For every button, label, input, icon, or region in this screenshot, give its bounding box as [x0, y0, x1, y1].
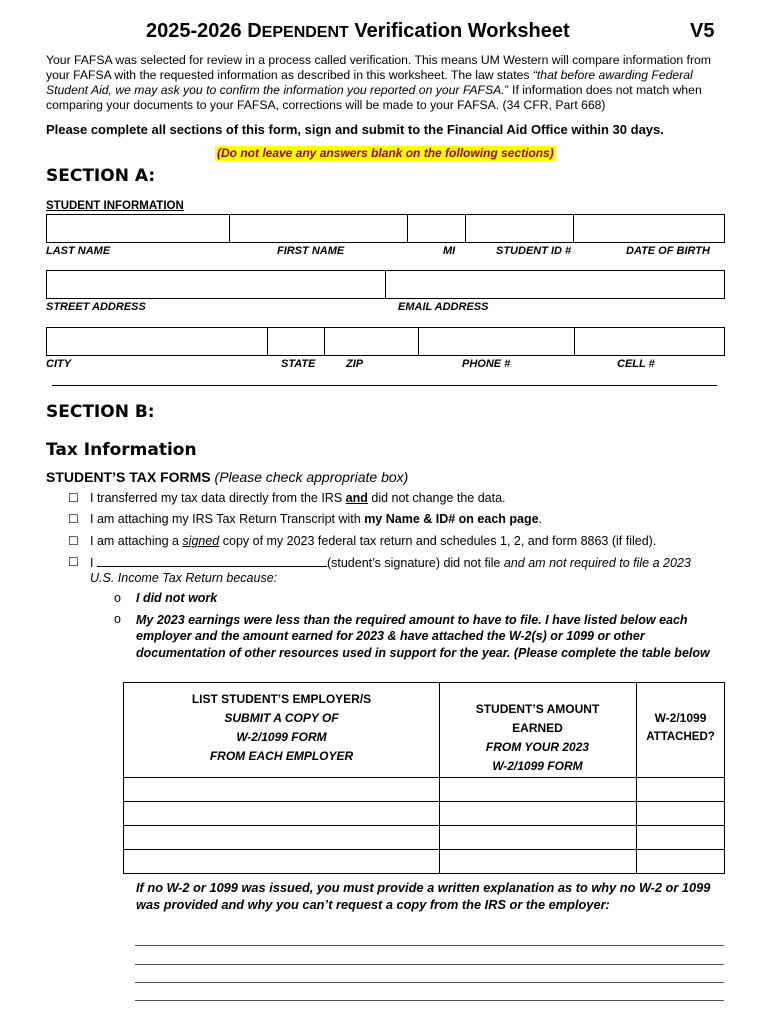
label-state: STATE — [281, 358, 316, 370]
label-mi: MI — [443, 245, 456, 257]
section-divider — [52, 385, 717, 386]
table-header-employer — [124, 690, 439, 766]
tax-forms-title — [46, 469, 408, 485]
checkbox-transcript[interactable]: ☐ — [68, 512, 79, 526]
checkbox-irs-transfer[interactable]: ☐ — [68, 491, 79, 505]
option-not-filed — [90, 555, 691, 570]
opt4-text-a: I — [90, 556, 97, 570]
amount-header-line3: FROM YOUR 2023 — [485, 740, 590, 754]
explanation-prompt: If no W-2 or 1099 was issued, you must provide a written explanation as to why no W-2 or 1099 was provided and why you can’t request a copy from the IRS or the employer: — [136, 880, 711, 912]
option-transcript — [90, 512, 542, 526]
opt4-text-d: U.S. Income Tax Return because: — [90, 571, 278, 585]
employer-header-line3: W-2/1099 FORM — [236, 730, 327, 744]
sub-bullet-2: o — [114, 612, 121, 626]
opt3-text-a: I am attaching a — [90, 534, 183, 548]
email-address-field[interactable] — [385, 270, 725, 299]
label-dob: DATE OF BIRTH — [626, 245, 710, 257]
label-phone: PHONE # — [462, 358, 511, 370]
table-row-divider — [124, 801, 724, 802]
intro-quote: “that before awarding Federal Student Aid, we may ask you to confirm the information you reported on your FAFSA. — [46, 68, 693, 97]
opt4-text-b: (student’s signature) did not file — [326, 556, 504, 570]
title-rest: Verification Worksheet — [354, 20, 570, 42]
label-last-name: LAST NAME — [46, 245, 111, 257]
table-header-divider — [124, 777, 724, 778]
amount-header-line2: EARNED — [512, 721, 563, 735]
section-a-heading: SECTION A: — [46, 166, 156, 186]
explanation-line[interactable] — [135, 945, 724, 946]
opt4-text-c: and am not required to file a 2023 — [503, 556, 691, 570]
label-email-address: EMAIL ADDRESS — [398, 301, 489, 313]
table-header-attached — [636, 709, 725, 747]
last-name-field[interactable] — [46, 214, 230, 243]
amount-header-line1: STUDENT’S AMOUNT — [475, 702, 600, 716]
title-dependent-initial: D — [247, 20, 262, 42]
street-address-field[interactable] — [46, 270, 386, 299]
intro-part2: ” If information does not match when comparing your documents to your FAFSA, corrections will be made to your FAFSA. (34 CFR, Part 668) — [46, 83, 702, 112]
option-tax-return — [90, 534, 656, 548]
first-name-field[interactable] — [229, 214, 408, 243]
opt2-text-b: my Name & ID# on each page — [364, 512, 539, 526]
amount-header-line4: W-2/1099 FORM — [492, 759, 583, 773]
zip-field[interactable] — [324, 327, 419, 356]
phone-field[interactable] — [418, 327, 575, 356]
cell-field[interactable] — [574, 327, 725, 356]
tax-info-heading: Tax Information — [46, 440, 197, 460]
city-field[interactable] — [46, 327, 268, 356]
version-label: V5 — [690, 20, 715, 42]
label-street-address: STREET ADDRESS — [46, 301, 146, 313]
sub-option-earnings: My 2023 earnings were less than the required amount to have to file. I have listed below each employer and the amount earned for 2023 & have attached the W-2(s) or 1099 or other documentation of other resources used in support for the year. (Please complete the table below — [136, 613, 710, 660]
opt1-text-c: did not change the data. — [367, 491, 506, 505]
page-title — [0, 20, 770, 46]
label-first-name: FIRST NAME — [277, 245, 345, 257]
opt2-text-c: . — [538, 512, 543, 526]
table-header-amount — [439, 700, 636, 776]
dob-field[interactable] — [573, 214, 725, 243]
title-text — [146, 20, 570, 43]
attached-header-line1: W-2/1099 — [654, 711, 707, 725]
mi-field[interactable] — [407, 214, 466, 243]
instruction-text: Please complete all sections of this form, sign and submit to the Financial Aid Office within 30 days. — [46, 122, 664, 137]
title-year: 2025-2026 — [146, 20, 242, 42]
employer-header-line1: LIST STUDENT’S EMPLOYER/S — [191, 692, 372, 706]
label-zip: ZIP — [346, 358, 364, 370]
employer-header-line4: FROM EACH EMPLOYER — [209, 749, 354, 763]
intro-paragraph — [46, 53, 726, 113]
title-dependent-rest: EPENDENT — [261, 24, 349, 41]
section-b-heading: SECTION B: — [46, 402, 155, 422]
explanation-line[interactable] — [135, 982, 724, 983]
opt3-text-b: signed — [182, 534, 220, 548]
state-field[interactable] — [267, 327, 325, 356]
employer-table — [123, 682, 725, 874]
attached-header-line2: ATTACHED? — [646, 731, 715, 743]
highlight-note: (Do not leave any answers blank on the following sections) — [217, 146, 554, 160]
checkbox-tax-return[interactable]: ☐ — [68, 534, 79, 548]
tax-forms-title-text: STUDENT’S TAX FORMS — [46, 469, 211, 485]
signature-line[interactable] — [97, 555, 327, 567]
checkbox-not-filed[interactable]: ☐ — [68, 555, 79, 569]
label-city: CITY — [46, 358, 72, 370]
opt1-text-b: and — [345, 491, 368, 505]
sub-bullet-1: o — [114, 591, 121, 605]
explanation-line[interactable] — [135, 964, 724, 965]
tax-forms-note: (Please check appropriate box) — [214, 469, 409, 485]
opt3-text-c: copy of my 2023 federal tax return and schedules 1, 2, and form 8863 (if filed). — [219, 534, 657, 548]
student-info-heading: STUDENT INFORMATION — [46, 200, 184, 212]
label-cell: CELL # — [617, 358, 655, 370]
option-irs-transfer — [90, 491, 506, 505]
student-id-field[interactable] — [465, 214, 574, 243]
sub-option-no-work: I did not work — [136, 591, 218, 605]
table-row-divider — [124, 825, 724, 826]
opt1-text-a: I transferred my tax data directly from the IRS — [90, 491, 346, 505]
opt2-text-a: I am attaching my IRS Tax Return Transcript with — [90, 512, 365, 526]
label-student-id: STUDENT ID # — [496, 245, 572, 257]
explanation-line[interactable] — [135, 1000, 724, 1001]
table-row-divider — [124, 849, 724, 850]
intro-part1: Your FAFSA was selected for review in a process called verification. This means UM Western will compare information from your FAFSA with the requested information as described in this worksheet. The law states — [46, 53, 711, 82]
employer-header-line2: SUBMIT A COPY OF — [224, 711, 339, 725]
